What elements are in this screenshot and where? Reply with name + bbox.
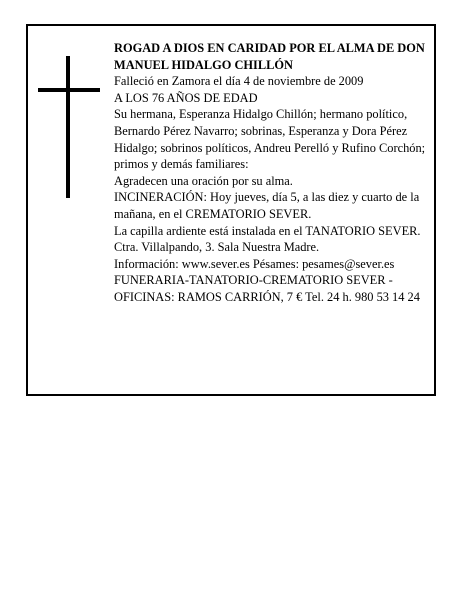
cross-icon [38,56,100,198]
chapel-info: La capilla ardiente está instalada en el TANATORIO SEVER. Ctra. Villalpando, 3. Sala Nuestra Madre. [114,223,421,255]
cross-vertical-bar [66,56,70,198]
notice-header: ROGAD A DIOS EN CARIDAD POR EL ALMA DE DON MANUEL HIDALGO CHILLÓN [114,41,425,72]
contact-info: Información: www.sever.es Pésames: pesames@sever.es [114,256,395,271]
death-info: Falleció en Zamora el día 4 de noviembre de 2009 [114,74,364,89]
cremation-info: INCINERACIÓN: Hoy jueves, día 5, a las diez y cuarto de la mañana, en el CREMATORIO SEVER. [114,190,420,221]
age-line: A LOS 76 AÑOS DE EDAD [114,90,258,105]
family-list: Su hermana, Esperanza Hidalgo Chillón; hermano político, Bernardo Pérez Navarro; sobrinas, Esperanza y Dora Pérez Hidalgo; sobrinos políticos, Andreu Perelló y Rufino Corchón; primos y demás familiares: [114,107,426,172]
funeral-home-info: FUNERARIA-TANATORIO-CREMATORIO SEVER - OFICINAS: RAMOS CARRIÓN, 7 € Tel. 24 h. 980 53 14 24 [114,273,420,304]
obituary-notice [26,24,436,396]
thanks-line: Agradecen una oración por su alma. [114,173,293,188]
notice-text [114,40,432,306]
cross-horizontal-bar [38,88,100,92]
